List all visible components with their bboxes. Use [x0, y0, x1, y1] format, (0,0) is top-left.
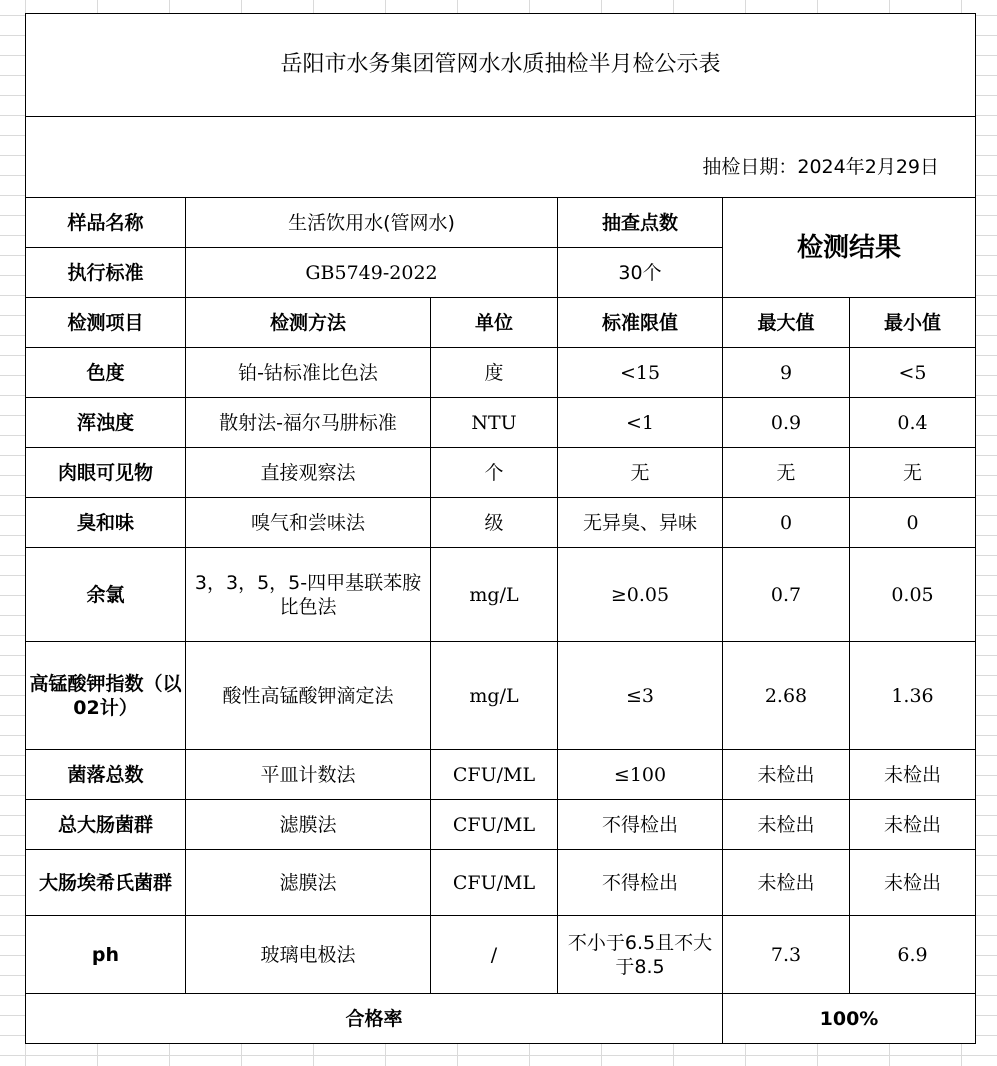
sample-name-label: 样品名称: [26, 198, 186, 248]
water-quality-table: [25, 13, 976, 1044]
inspection-date: 抽检日期：2024年2月29日: [26, 117, 976, 198]
row-limit: ≤3: [558, 642, 723, 750]
column-header-method: 检测方法: [186, 298, 431, 348]
row-max: 0: [723, 498, 850, 548]
table-row: [26, 800, 976, 850]
row-max: 未检出: [723, 750, 850, 800]
row-unit: 级: [431, 498, 558, 548]
row-unit: mg/L: [431, 642, 558, 750]
table-row: [26, 548, 976, 642]
row-unit: NTU: [431, 398, 558, 448]
row-min: 未检出: [850, 750, 976, 800]
row-item: ph: [26, 916, 186, 994]
row-item: 菌落总数: [26, 750, 186, 800]
row-max: 未检出: [723, 800, 850, 850]
row-unit: CFU/ML: [431, 750, 558, 800]
table-row: [26, 916, 976, 994]
row-method: 嗅气和尝味法: [186, 498, 431, 548]
results-header: 检测结果: [723, 198, 976, 298]
column-header-limit: 标准限值: [558, 298, 723, 348]
table-row: [26, 642, 976, 750]
sample-points-value: 30个: [558, 248, 723, 298]
column-header-item: 检测项目: [26, 298, 186, 348]
column-header-row: [26, 298, 976, 348]
table-row: [26, 448, 976, 498]
row-method: 散射法-福尔马肼标准: [186, 398, 431, 448]
row-min: 未检出: [850, 850, 976, 916]
column-header-min: 最小值: [850, 298, 976, 348]
row-limit: ≥0.05: [558, 548, 723, 642]
row-method: 玻璃电极法: [186, 916, 431, 994]
row-min: 0.4: [850, 398, 976, 448]
row-item: 臭和味: [26, 498, 186, 548]
row-max: 9: [723, 348, 850, 398]
row-method: 3，3，5，5-四甲基联苯胺比色法: [186, 548, 431, 642]
row-unit: 度: [431, 348, 558, 398]
row-item: 余氯: [26, 548, 186, 642]
pass-rate-label: 合格率: [26, 994, 723, 1044]
row-item: 总大肠菌群: [26, 800, 186, 850]
row-method: 滤膜法: [186, 800, 431, 850]
row-min: 1.36: [850, 642, 976, 750]
table-row: [26, 398, 976, 448]
row-max: 未检出: [723, 850, 850, 916]
row-limit: 不得检出: [558, 850, 723, 916]
row-unit: 个: [431, 448, 558, 498]
sample-points-label: 抽查点数: [558, 198, 723, 248]
row-method: 直接观察法: [186, 448, 431, 498]
row-method: 滤膜法: [186, 850, 431, 916]
table-row: [26, 348, 976, 398]
row-min: 0.05: [850, 548, 976, 642]
row-unit: /: [431, 916, 558, 994]
standard-label: 执行标准: [26, 248, 186, 298]
row-limit: ≤100: [558, 750, 723, 800]
row-max: 0.9: [723, 398, 850, 448]
row-limit: 无异臭、异味: [558, 498, 723, 548]
sample-name-value: 生活饮用水(管网水): [186, 198, 558, 248]
table-title: 岳阳市水务集团管网水水质抽检半月检公示表: [26, 14, 976, 117]
row-limit: <15: [558, 348, 723, 398]
column-header-unit: 单位: [431, 298, 558, 348]
row-item: 高锰酸钾指数（以02计）: [26, 642, 186, 750]
row-unit: CFU/ML: [431, 850, 558, 916]
standard-value: GB5749-2022: [186, 248, 558, 298]
row-unit: mg/L: [431, 548, 558, 642]
row-item: 肉眼可见物: [26, 448, 186, 498]
row-min: 无: [850, 448, 976, 498]
pass-rate-row: [26, 994, 976, 1044]
row-method: 酸性高锰酸钾滴定法: [186, 642, 431, 750]
row-max: 7.3: [723, 916, 850, 994]
pass-rate-value: 100%: [723, 994, 976, 1044]
row-min: 6.9: [850, 916, 976, 994]
row-item: 大肠埃希氏菌群: [26, 850, 186, 916]
row-max: 2.68: [723, 642, 850, 750]
column-header-max: 最大值: [723, 298, 850, 348]
row-max: 0.7: [723, 548, 850, 642]
row-limit: 无: [558, 448, 723, 498]
table-row: [26, 498, 976, 548]
row-item: 色度: [26, 348, 186, 398]
row-limit: 不得检出: [558, 800, 723, 850]
row-item: 浑浊度: [26, 398, 186, 448]
row-method: 铂-钴标准比色法: [186, 348, 431, 398]
row-min: 0: [850, 498, 976, 548]
table-row: [26, 850, 976, 916]
row-limit: <1: [558, 398, 723, 448]
row-unit: CFU/ML: [431, 800, 558, 850]
row-method: 平皿计数法: [186, 750, 431, 800]
row-limit: 不小于6.5且不大于8.5: [558, 916, 723, 994]
row-max: 无: [723, 448, 850, 498]
row-min: <5: [850, 348, 976, 398]
row-min: 未检出: [850, 800, 976, 850]
table-row: [26, 750, 976, 800]
